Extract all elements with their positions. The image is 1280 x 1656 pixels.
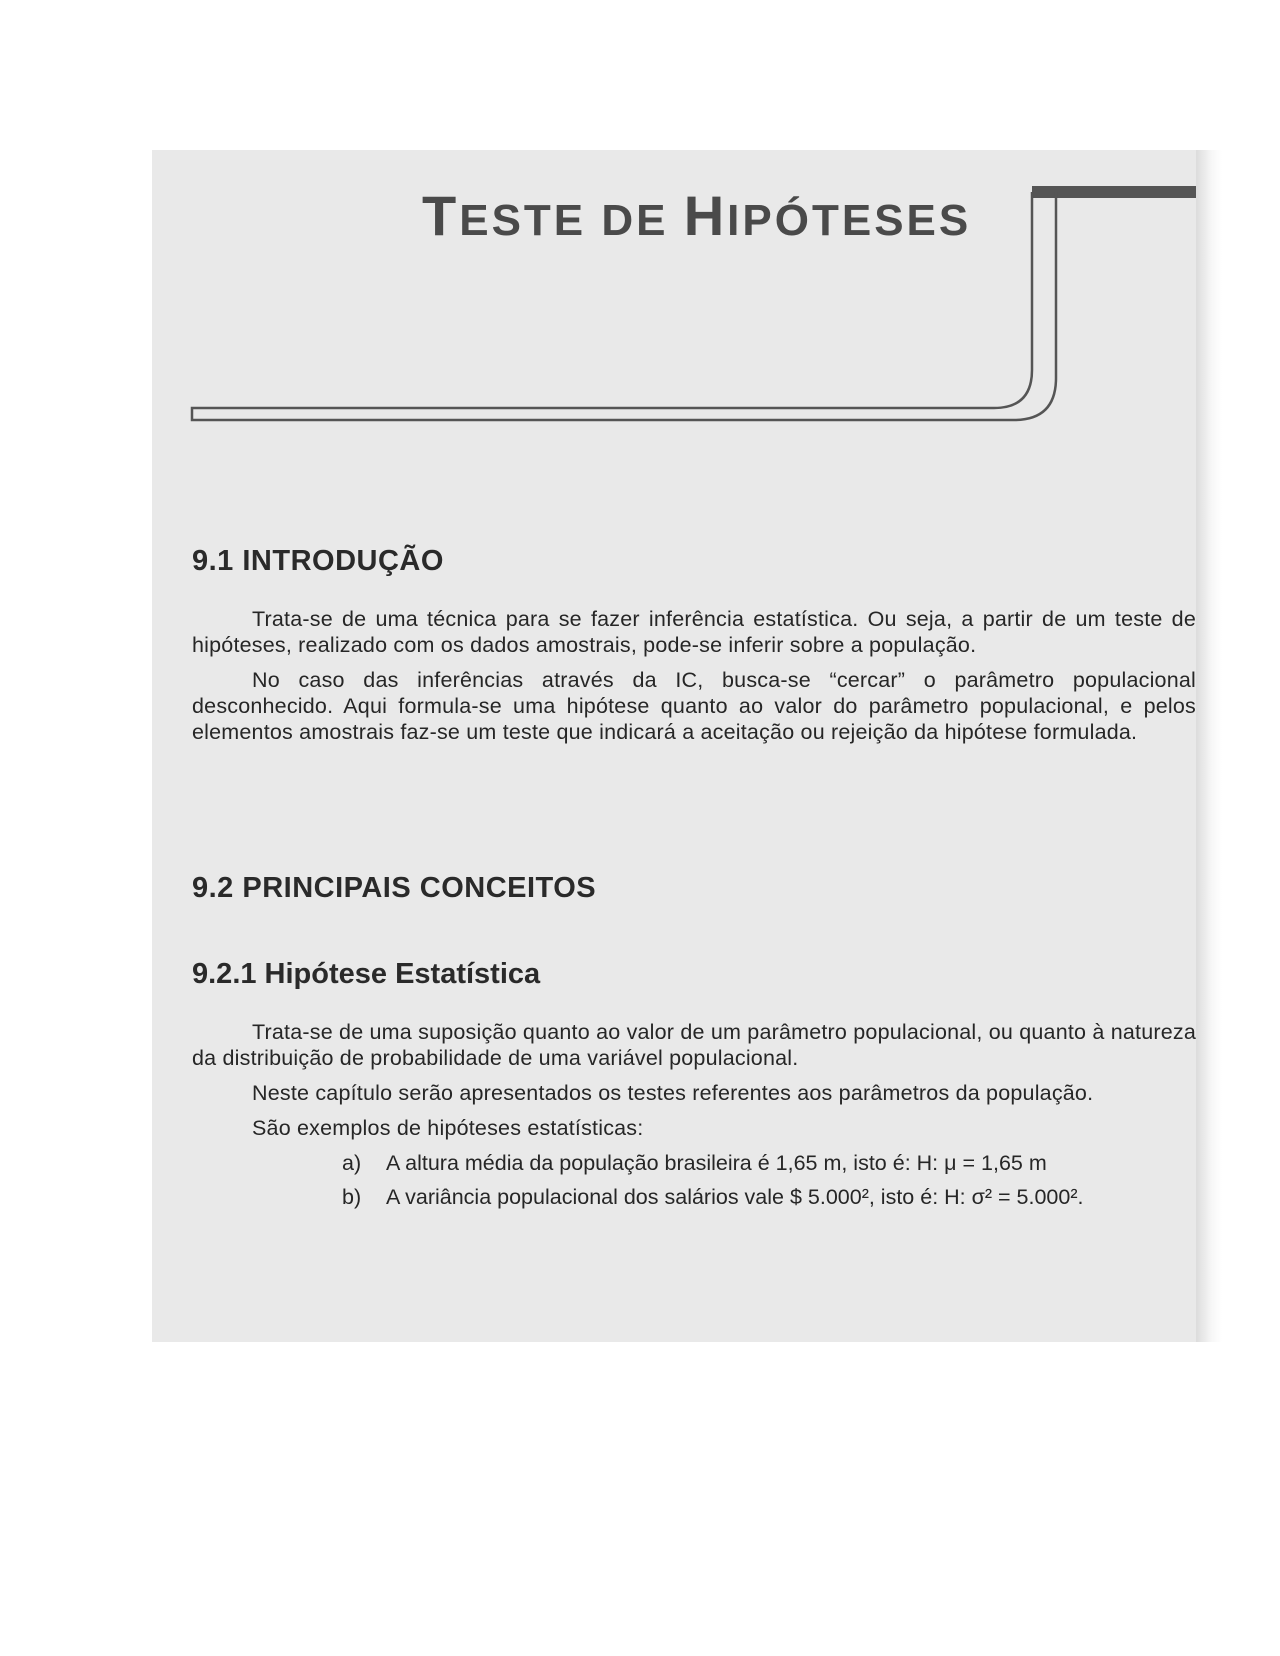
intro-paragraph-1: Trata-se de uma técnica para se fazer inferência estatística. Ou seja, a partir de um teste de hipóteses, realizado com os dados amostrais, pode-se inferir sobre a população. [192, 607, 1196, 657]
section-heading-main-concepts: 9.2 PRINCIPAIS CONCEITOS [192, 872, 597, 904]
hypothesis-paragraph-3: São exemplos de hipóteses estatísticas: [252, 1116, 644, 1140]
chapter-title [422, 184, 972, 247]
chapter-title-initial-2: H [683, 184, 728, 247]
chapter-title-rest-2: IPÓTESES [727, 196, 972, 245]
section-statistical-hypothesis [192, 958, 1196, 1218]
scanned-page [152, 150, 1222, 1342]
chapter-title-initial-1: T [422, 184, 460, 247]
intro-paragraph-2: No caso das inferências através da IC, busca-se “cercar” o parâmetro populacional desconhecido. Aqui formula-se uma hipótese quanto ao valor do parâmetro populacional, e pelos elementos amostrais faz-se um teste que indicará a aceitação ou rejeição da hipótese formulada. [192, 668, 1196, 744]
chapter-title-rest-1: ESTE DE [459, 196, 684, 245]
list-item [342, 1184, 1196, 1210]
list-marker: a) [342, 1151, 362, 1175]
list-item [342, 1150, 1196, 1176]
subsection-heading-statistical-hypothesis: 9.2.1 Hipótese Estatística [192, 958, 541, 990]
hypothesis-examples-list [192, 1150, 1196, 1210]
page-binding-shadow [1196, 150, 1222, 1342]
hypothesis-paragraph-1: Trata-se de uma suposição quanto ao valor de um parâmetro populacional, ou quanto à natureza da distribuição de probabilidade de uma variável populacional. [192, 1020, 1196, 1070]
section-introduction [192, 545, 1196, 754]
list-item-text: A variância populacional dos salários vale $ 5.000², isto é: H: σ² = 5.000². [386, 1185, 1084, 1209]
hypothesis-paragraph-2: Neste capítulo serão apresentados os testes referentes aos parâmetros da população. [252, 1081, 1094, 1105]
list-item-text: A altura média da população brasileira é 1,65 m, isto é: H: μ = 1,65 m [386, 1151, 1047, 1175]
section-heading-introduction: 9.1 INTRODUÇÃO [192, 545, 444, 577]
list-marker: b) [342, 1185, 362, 1209]
section-main-concepts [192, 872, 1196, 905]
